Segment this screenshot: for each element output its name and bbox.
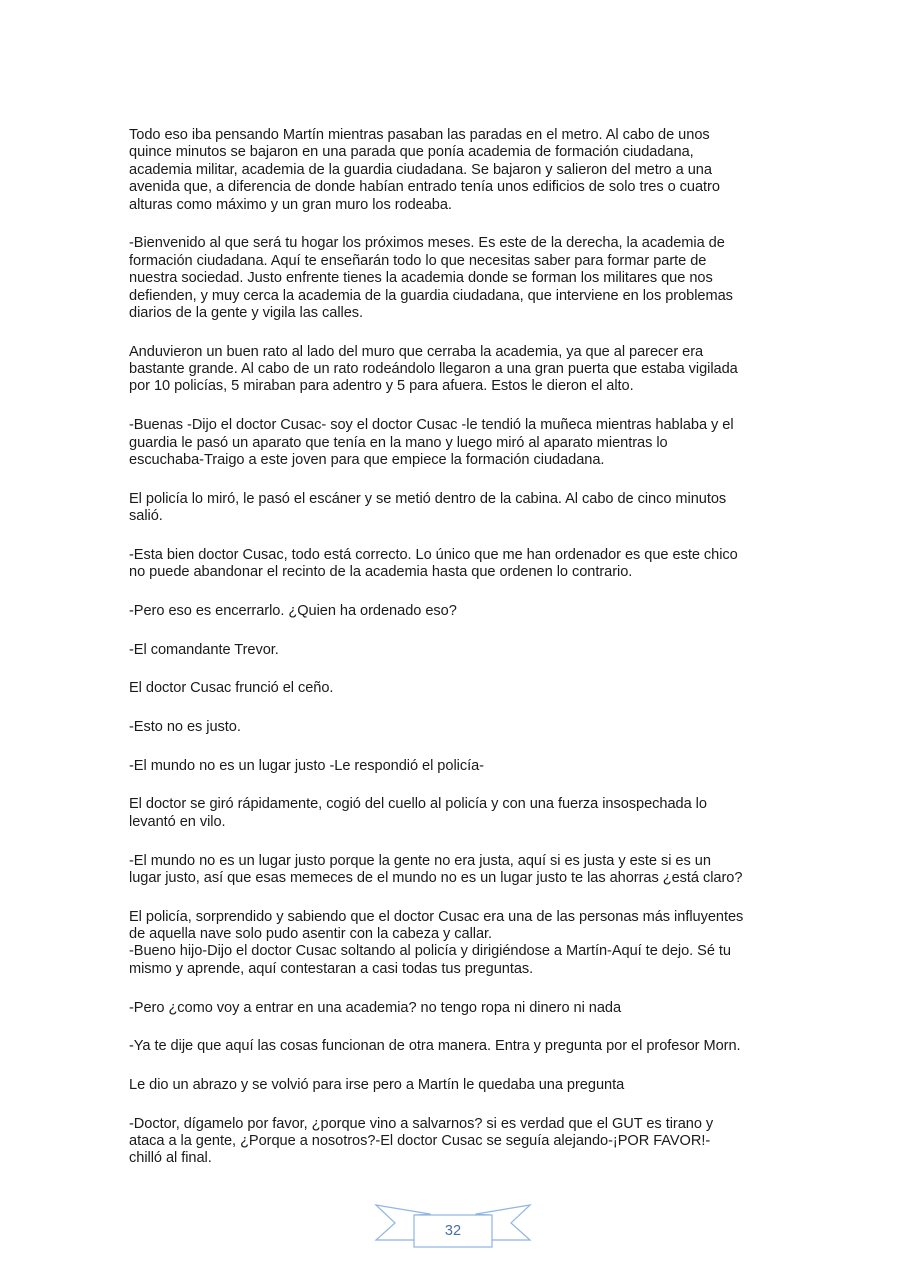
paragraph [129, 235, 779, 322]
paragraph [129, 909, 779, 979]
text-line: Todo eso iba pensando Martín mientras pasaban las paradas en el metro. Al cabo de unos [129, 127, 710, 143]
text-line: lugar justo, así que esas memeces de el mundo no es un lugar justo te las ahorras ¿está claro? [129, 869, 743, 886]
body-text [129, 127, 779, 1189]
text-line: mismo y aprende, aquí contestaran a casi todas tus preguntas. [129, 960, 534, 977]
text-line: ataca a la gente, ¿Porque a nosotros?-El doctor Cusac se seguía alejando-¡POR FAVOR!- [129, 1133, 711, 1150]
text-line: -Bienvenido al que será tu hogar los próximos meses. Es este de la derecha, la academia de [129, 235, 725, 252]
text-line: -Bueno hijo-Dijo el doctor Cusac soltando al policía y dirigiéndose a Martín-Aquí te dejo. Sé tu [129, 943, 731, 960]
text-line: defienden, y muy cerca la academia de la guardia ciudadana, que interviene en los problemas [129, 287, 733, 304]
paragraph [129, 719, 779, 736]
text-line: salió. [129, 508, 163, 525]
paragraph [129, 1077, 779, 1094]
text-line: -Pero eso es encerrarlo. ¿Quien ha ordenado eso? [129, 602, 457, 619]
paragraph [129, 344, 779, 396]
text-line: -Ya te dije que aquí las cosas funcionan de otra manera. Entra y pregunta por el profesor Morn. [129, 1038, 741, 1055]
text-line: bastante grande. Al cabo de un rato rodeándolo llegaron a una gran puerta que estaba vigilada [129, 361, 738, 378]
paragraph [129, 417, 779, 469]
text-line: -Buenas -Dijo el doctor Cusac- soy el doctor Cusac -le tendió la muñeca mientras hablaba y el [129, 417, 734, 434]
text-line: nuestra sociedad. Justo enfrente tienes la academia donde se forman los militares que nos [129, 270, 713, 287]
text-line: alturas como máximo y un gran muro los rodeaba. [129, 196, 452, 213]
paragraph [129, 758, 779, 775]
paragraph [129, 853, 779, 888]
text-line: formación ciudadana. Aquí te enseñarán todo lo que necesitas saber para formar parte de [129, 252, 707, 269]
paragraph [129, 1116, 779, 1168]
text-line: -El mundo no es un lugar justo porque la gente no era justa, aquí si es justa y este si es un [129, 852, 711, 869]
text-line: -El mundo no es un lugar justo -Le respondió el policía- [129, 757, 484, 774]
page-number: 32 [444, 1223, 462, 1239]
paragraph [129, 796, 779, 831]
text-line: academia militar, academia de la guardia ciudadana. Se bajaron y salieron del metro a una [129, 161, 712, 178]
paragraph [129, 127, 779, 214]
text-line: no puede abandonar el recinto de la academia hasta que ordenen lo contrario. [129, 564, 633, 581]
text-line: guardia le pasó un aparato que tenía en la mano y luego miró al aparato mientras lo [129, 434, 668, 451]
text-line: -Pero ¿como voy a entrar en una academia? no tengo ropa ni dinero ni nada [129, 999, 622, 1016]
text-line: de aquella nave solo pudo asentir con la cabeza y callar. [129, 926, 493, 943]
page-footer [372, 1200, 534, 1252]
text-line: -Doctor, dígamelo por favor, ¿porque vino a salvarnos? si es verdad que el GUT es tirano y [129, 1115, 714, 1132]
text-line: escuchaba-Traigo a este joven para que empiece la formación ciudadana. [129, 451, 605, 468]
text-line: -Esta bien doctor Cusac, todo está correcto. Lo único que me han ordenador es que este chico [129, 546, 738, 563]
text-line: Le dio un abrazo y se volvió para irse pero a Martín le quedaba una pregunta [129, 1076, 625, 1093]
paragraph [129, 1000, 779, 1017]
text-line: El doctor Cusac frunció el ceño. [129, 680, 334, 697]
paragraph [129, 642, 779, 659]
text-line: quince minutos se bajaron en una parada que ponía academia de formación ciudadana, [129, 144, 694, 161]
paragraph [129, 491, 779, 526]
text-line: avenida que, a diferencia de donde habían entrado tenía unos edificios de solo tres o cuatro [129, 179, 720, 196]
text-line: El policía lo miró, le pasó el escáner y se metió dentro de la cabina. Al cabo de cinco minutos [129, 490, 727, 507]
text-line: Anduvieron un buen rato al lado del muro que cerraba la academia, ya que al parecer era [129, 343, 704, 360]
text-line: levantó en vilo. [129, 813, 226, 830]
paragraph [129, 1038, 779, 1055]
text-line: El policía, sorprendido y sabiendo que el doctor Cusac era una de las personas más influyentes [129, 908, 744, 925]
text-line: chilló al final. [129, 1150, 212, 1167]
text-line: El doctor se giró rápidamente, cogió del cuello al policía y con una fuerza insospechada lo [129, 796, 707, 813]
text-line: por 10 policías, 5 miraban para adentro y 5 para afuera. Estos le dieron el alto. [129, 378, 634, 395]
paragraph [129, 603, 779, 620]
text-line: -Esto no es justo. [129, 719, 241, 736]
text-line: diarios de la gente y vigila las calles. [129, 304, 364, 321]
paragraph [129, 680, 779, 697]
paragraph [129, 547, 779, 582]
text-line: -El comandante Trevor. [129, 641, 279, 658]
